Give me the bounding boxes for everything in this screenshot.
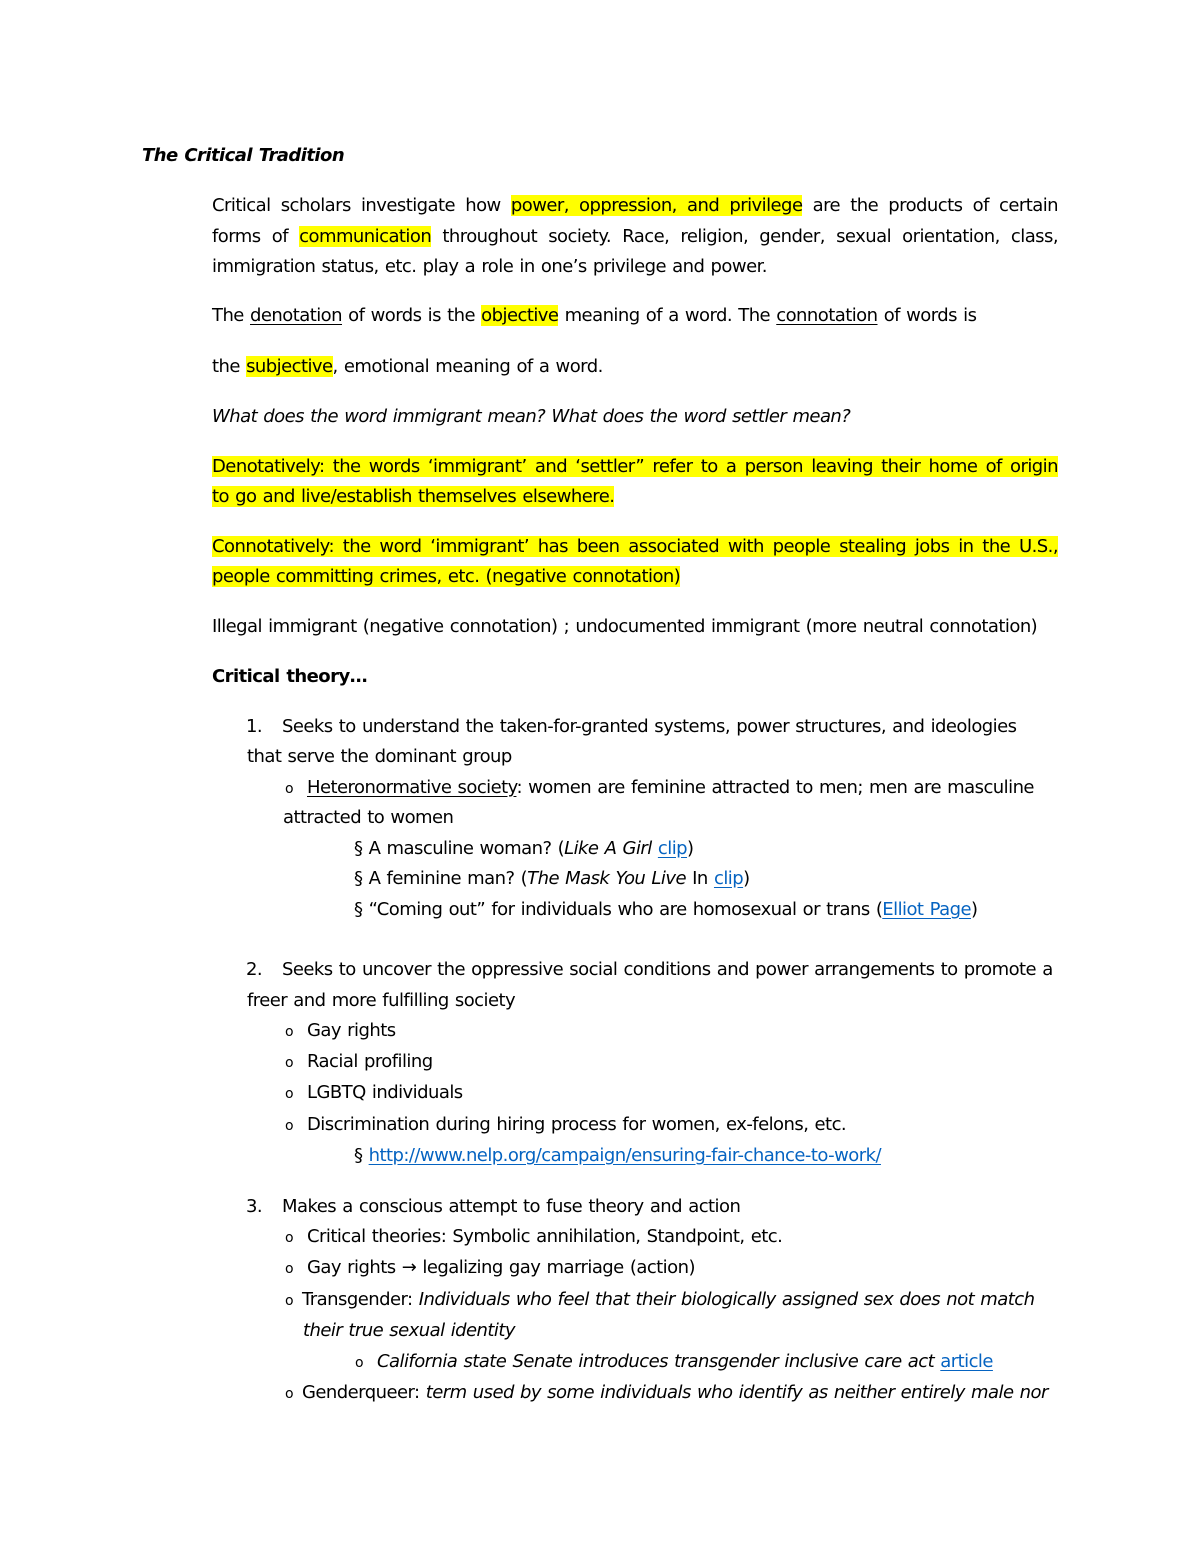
denotation-line: The denotation of words is the objective meaning of a word. The connotation of words is <box>212 305 977 326</box>
sub-item-genderqueer: o Genderqueer: term used by some individuals who identify as neither entirely male nor <box>285 1381 1048 1406</box>
sub-item-discrimination: o Discrimination during hiring process for women, ex-felons, etc. <box>285 1113 846 1138</box>
list-item-1-line-1: 1. Seeks to understand the taken-for-granted systems, power structures, and ideologies <box>246 716 1017 737</box>
sub-item-transgender: o Transgender: Individuals who feel that their biologically assigned sex does not match <box>285 1288 1034 1313</box>
bullet-o-icon: o <box>285 1055 294 1071</box>
highlight-power: power, oppression, and privilege <box>510 195 803 216</box>
intro-line-3: immigration status, etc. play a role in one’s privilege and power. <box>212 256 767 277</box>
nelp-url-link[interactable]: http://www.nelp.org/campaign/ensuring-fair-chance-to-work/ <box>368 1145 881 1166</box>
denotatively-line-2: to go and live/establish themselves elsewhere. <box>212 486 615 507</box>
denotatively-line-1: Denotatively: the words ‘immigrant’ and ‘settler” refer to a person leaving their home of origin <box>212 456 1058 477</box>
sub-item-transgender-line-2: their true sexual identity <box>303 1320 515 1341</box>
bullet-o-icon: o <box>285 1230 294 1246</box>
list-item-3-line-1: 3. Makes a conscious attempt to fuse theory and action <box>246 1196 741 1217</box>
section-sign-icon: § <box>354 1145 363 1166</box>
elliot-page-link[interactable]: Elliot Page <box>882 899 971 920</box>
illegal-immigrant-line: Illegal immigrant (negative connotation) ; undocumented immigrant (more neutral connotation) <box>212 616 1038 637</box>
denotation-term: denotation <box>250 305 342 326</box>
list-item-2-line-1: 2. Seeks to uncover the oppressive social conditions and power arrangements to promote a <box>246 959 1053 980</box>
sub-item-heteronormative: o Heteronormative society: women are feminine attracted to men; men are masculine <box>285 776 1034 801</box>
sub-sub-item-california: o California state Senate introduces transgender inclusive care act article <box>355 1350 993 1375</box>
california-article-link[interactable]: article <box>940 1351 993 1372</box>
connotatively-line-2: people committing crimes, etc. (negative connotation) <box>212 566 681 587</box>
sub-item-heteronormative-line-2: attracted to women <box>283 807 454 828</box>
list-item-1-line-2: that serve the dominant group <box>247 746 512 767</box>
bullet-o-icon: o <box>285 1086 294 1102</box>
bullet-o-icon: o <box>285 1293 294 1309</box>
bullet-o-icon: o <box>285 1261 294 1277</box>
intro-line-2: forms of communication throughout society. Race, religion, gender, sexual orientation, class, <box>212 226 1059 247</box>
connotatively-line-1: Connotatively: the word ‘immigrant’ has been associated with people stealing jobs in the U.S., <box>212 536 1058 557</box>
section-item-masculine-woman: § A masculine woman? (Like A Girl clip) <box>354 838 694 859</box>
highlight-subjective: subjective <box>246 356 333 377</box>
bullet-o-icon: o <box>285 781 294 797</box>
highlight-communication: communication <box>299 226 432 247</box>
critical-theory-heading: Critical theory… <box>212 666 368 687</box>
sub-item-racial-profiling: o Racial profiling <box>285 1050 433 1075</box>
intro-line-1: Critical scholars investigate how power, oppression, and privilege are the products of certain <box>212 195 1059 216</box>
sub-item-critical-theories: o Critical theories: Symbolic annihilation, Standpoint, etc. <box>285 1225 782 1250</box>
bullet-o-icon: o <box>285 1386 294 1402</box>
list-item-2-line-2: freer and more fulfilling society <box>247 990 516 1011</box>
sub-item-lgbtq: o LGBTQ individuals <box>285 1081 463 1106</box>
section-item-nelp-url <box>354 1144 881 1168</box>
heteronormative-term: Heteronormative society <box>307 777 517 798</box>
bullet-o-icon: o <box>285 1118 294 1134</box>
subjective-line: the subjective, emotional meaning of a word. <box>212 356 603 377</box>
mask-you-live-in-clip-link[interactable]: clip <box>713 868 744 889</box>
like-a-girl-clip-link[interactable]: clip <box>657 838 688 859</box>
list-number: 1. <box>246 716 263 737</box>
connotation-term: connotation <box>776 305 878 326</box>
bullet-o-icon: o <box>285 1024 294 1040</box>
bullet-o-icon: o <box>355 1355 364 1371</box>
section-item-coming-out: § “Coming out” for individuals who are homosexual or trans (Elliot Page) <box>354 899 978 920</box>
sub-item-gay-rights-action: o Gay rights → legalizing gay marriage (action) <box>285 1256 695 1281</box>
highlight-objective: objective <box>481 305 559 326</box>
page-title: The Critical Tradition <box>142 145 345 166</box>
section-item-feminine-man: § A feminine man? (The Mask You Live In clip) <box>354 868 750 889</box>
list-number: 3. <box>246 1196 263 1217</box>
list-number: 2. <box>246 959 263 980</box>
question-line: What does the word immigrant mean? What does the word settler mean? <box>212 406 851 427</box>
sub-item-gay-rights: o Gay rights <box>285 1019 396 1044</box>
